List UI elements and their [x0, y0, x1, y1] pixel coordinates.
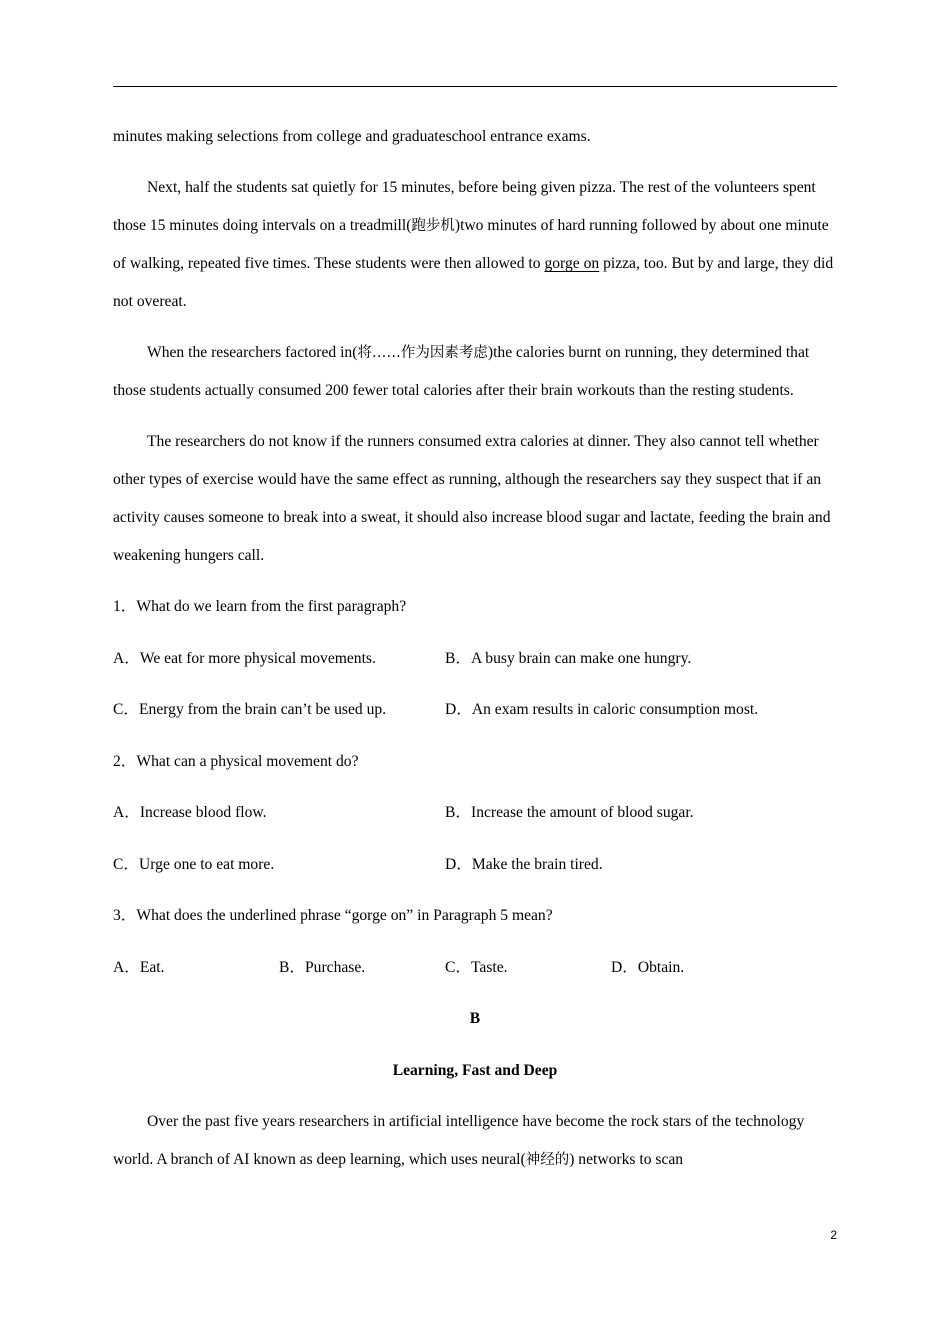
section-title: Learning, Fast and Deep — [392, 1061, 558, 1079]
option-1d[interactable]: D．An exam results in caloric consumption most. — [445, 701, 759, 718]
question-2-options-row-2 — [113, 846, 837, 884]
page-number: 2 — [830, 1228, 837, 1242]
question-1-options-row-1 — [113, 640, 837, 678]
p1-text-b: )two minutes of hard running followed by about one minute of walking, repeated five times. These students were then allowed to — [113, 217, 829, 272]
paragraph-3: The researchers do not know if the runners consumed extra calories at dinner. They also cannot tell whether other types of exercise would have the same effect as running, although the researchers say they suspect that if an activity causes someone to break into a sweat, it should also increase blood sugar and lactate, feeding the brain and weakening hungers call. — [113, 433, 831, 564]
question-3-options-row — [113, 949, 837, 987]
sb-chinese-gloss: 神经的 — [525, 1152, 570, 1168]
document-body — [113, 118, 837, 1192]
section-b-paragraph-1 — [113, 1103, 837, 1179]
header-rule — [113, 86, 837, 87]
option-2b[interactable]: B．Increase the amount of blood sugar. — [445, 804, 694, 821]
paragraph-0: minutes making selections from college and graduateschool entrance exams. — [113, 128, 591, 145]
option-2a[interactable]: A．Increase blood flow. — [113, 804, 267, 821]
underlined-phrase: gorge on — [544, 255, 600, 272]
option-1c[interactable]: C．Energy from the brain can’t be used up. — [113, 701, 387, 718]
question-1-stem: 1．What do we learn from the first paragraph? — [113, 598, 407, 615]
option-1b[interactable]: B．A busy brain can make one hungry. — [445, 649, 692, 667]
option-3b[interactable]: B．Purchase. — [279, 958, 366, 976]
option-2d[interactable]: D．Make the brain tired. — [445, 855, 603, 873]
option-1a[interactable]: A．We eat for more physical movements. — [113, 649, 376, 667]
question-3-stem: 3．What does the underlined phrase “gorge on” in Paragraph 5 mean? — [113, 907, 553, 924]
option-3d[interactable]: D．Obtain. — [611, 958, 685, 976]
option-3c[interactable]: C．Taste. — [445, 958, 508, 976]
option-3a[interactable]: A．Eat. — [113, 958, 165, 976]
option-2c[interactable]: C．Urge one to eat more. — [113, 855, 275, 873]
p1-text-a: Next, half the students sat quietly for 15 minutes, before being given pizza. The rest of the volunteers spent those 15 minutes doing intervals on a treadmill( — [113, 179, 816, 234]
section-label: B — [469, 1010, 481, 1027]
sb-text-a: Over the past five years researchers in artificial intelligence have become the rock stars of the technology world. A branch of AI known as deep learning, which uses neural( — [113, 1113, 805, 1168]
paragraph-1 — [113, 169, 837, 321]
p2-text-b: )the calories burnt on running, they determined that those students actually consumed 200 fewer total calories after their brain workouts than the resting students. — [113, 344, 810, 399]
question-1-options-row-2 — [113, 691, 837, 729]
p2-text-a: When the researchers factored in( — [147, 344, 358, 361]
p2-chinese-gloss: 将……作为因素考虑 — [357, 345, 488, 361]
question-2-stem: 2．What can a physical movement do? — [113, 752, 359, 770]
sb-text-b: ) networks to scan — [569, 1151, 684, 1168]
paragraph-2 — [113, 334, 837, 410]
question-2-options-row-1 — [113, 794, 837, 832]
p1-text-c: pizza, too. But by and large, they did not overeat. — [113, 255, 834, 310]
p1-chinese-gloss: 跑步机 — [411, 218, 455, 234]
